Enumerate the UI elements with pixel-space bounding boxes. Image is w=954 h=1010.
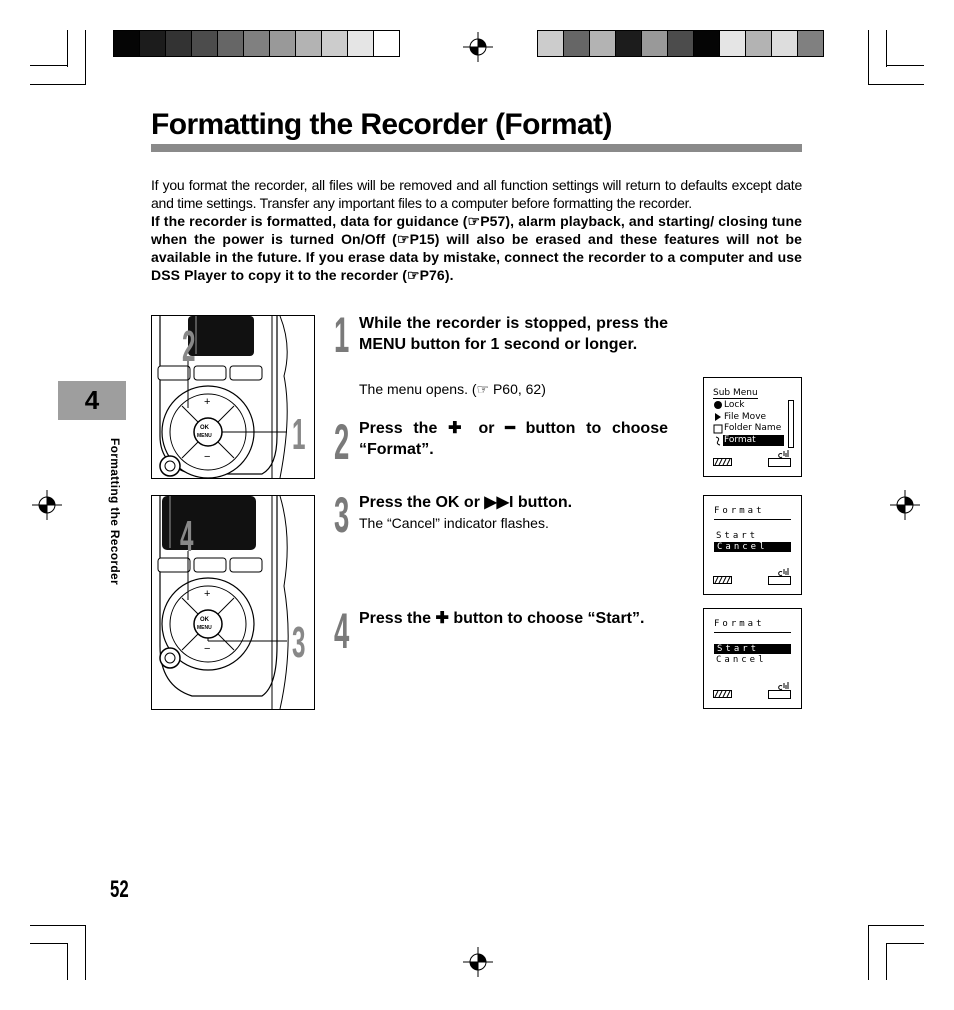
callout-4: 4 — [180, 512, 194, 561]
recorder-illustration-bottom — [151, 495, 315, 710]
menu-label: MENU — [197, 625, 212, 631]
battery-icon — [713, 690, 733, 698]
lcd-option-start: Start — [714, 644, 791, 654]
ok-label: OK — [200, 425, 209, 431]
callout-2: 2 — [182, 322, 196, 371]
chapter-number: 4 — [84, 385, 100, 415]
intro-bold: If the recorder is formatted, data for guidance (☞P57), alarm playback, and starting/ closing tune when the power is turned On/Off (☞P15) will also be erased and these features will not be available in the future. If you erase data by mistake, connect the recorder to a computer and use DSS Player to copy it to the recorder (☞P76). — [151, 213, 802, 283]
page-number: 52 — [110, 876, 129, 903]
lcd-option-cancel: Cancel — [714, 542, 791, 552]
recorder-illustration-top — [151, 315, 315, 479]
step-2-text: Press the ✚ or ━ button to choose “Format”. — [359, 420, 668, 458]
lcd-sub-menu — [703, 377, 802, 477]
lcd-item-lock: Lock — [724, 400, 745, 410]
color-bar-left — [113, 30, 400, 57]
lcd-format-start — [703, 608, 802, 709]
mic-sensitivity-icon — [768, 450, 792, 468]
color-bar-right — [537, 30, 824, 57]
plus-label: + — [204, 396, 211, 408]
step-1-sub: The menu opens. (☞ P60, 62) — [359, 381, 546, 397]
lcd-option-start: Start — [716, 531, 759, 541]
lcd-item-folder-name: Folder Name — [724, 423, 782, 433]
intro-plain: If you format the recorder, all files will be removed and all function settings will return to defaults except date and time settings. Transfer any important files to a computer before formatting the recorder. — [151, 177, 802, 211]
battery-icon — [713, 576, 733, 584]
step-2-number: 2 — [334, 414, 350, 470]
lcd-menu-icons — [713, 400, 723, 446]
registration-mark-icon — [890, 490, 920, 520]
lcd-format-cancel — [703, 495, 802, 595]
step-3-number: 3 — [334, 487, 350, 543]
lcd-sub-menu-header: Sub Menu — [713, 388, 758, 398]
lcd-item-file-move: File Move — [724, 411, 767, 422]
lcd-format-header: Format — [714, 506, 765, 516]
step-1-text: While the recorder is stopped, press the MENU button for 1 second or longer. — [359, 315, 668, 353]
lcd-format-header: Format — [714, 619, 765, 629]
lcd-header-rule — [714, 632, 791, 633]
minus-label: − — [204, 643, 211, 655]
registration-mark-icon — [32, 490, 62, 520]
chapter-side-label: Formatting the Recorder — [108, 438, 122, 585]
step-3-sub: The “Cancel” indicator flashes. — [359, 515, 549, 531]
step-4-text: Press the ✚ button to choose “Start”. — [359, 610, 645, 627]
intro-paragraph — [151, 176, 802, 284]
step-1-number: 1 — [334, 307, 350, 363]
registration-mark-icon — [463, 32, 493, 62]
callout-1: 1 — [292, 410, 306, 459]
ok-label: OK — [200, 617, 209, 623]
step-3-text: Press the OK or ▶▶I button. — [359, 494, 573, 511]
registration-mark-icon — [463, 947, 493, 977]
mic-sensitivity-icon — [768, 682, 792, 700]
lcd-option-cancel: Cancel — [716, 655, 767, 665]
title-rule — [151, 144, 802, 152]
page-title: Formatting the Recorder (Format) — [151, 108, 612, 141]
plus-label: + — [204, 588, 211, 600]
callout-3: 3 — [292, 618, 306, 667]
battery-icon — [713, 458, 733, 466]
menu-label: MENU — [197, 433, 212, 439]
lcd-item-format: Format — [723, 435, 784, 447]
step-4-number: 4 — [334, 603, 350, 659]
mic-sensitivity-icon — [768, 568, 792, 586]
minus-label: − — [204, 451, 211, 463]
lcd-header-rule — [714, 519, 791, 520]
lcd-scrollbar — [788, 400, 794, 448]
